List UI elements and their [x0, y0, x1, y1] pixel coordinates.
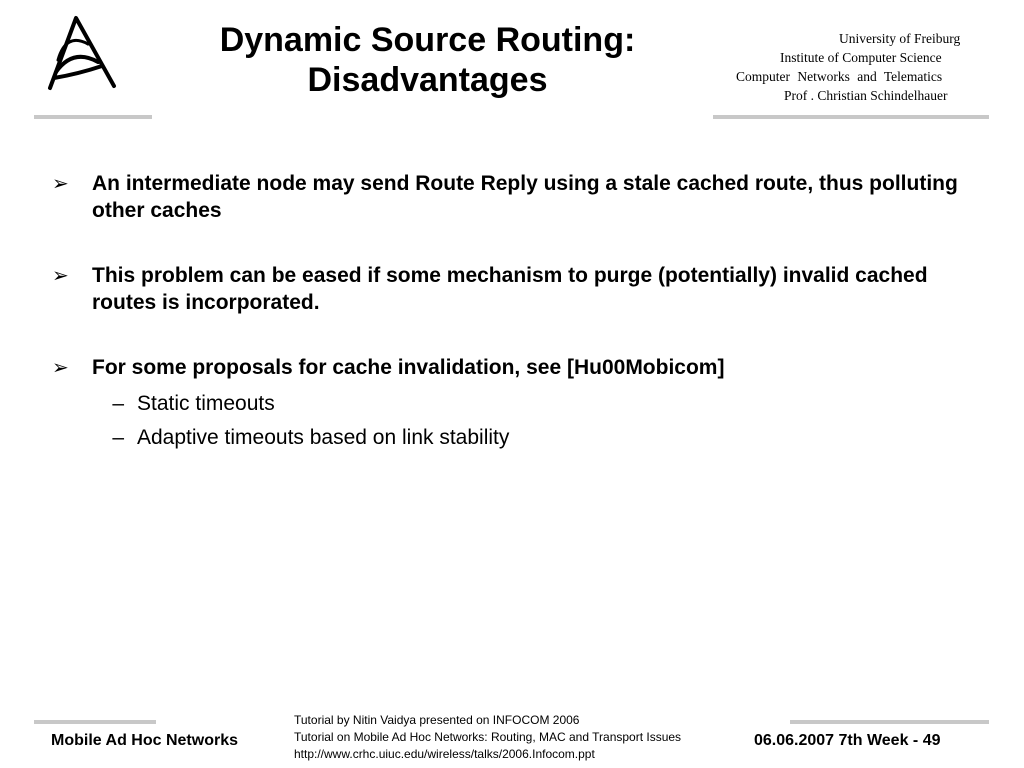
footer-date-page: 06.06.2007 7th Week - 49 — [754, 732, 941, 749]
sub-bullet-text: Static timeouts — [137, 392, 275, 415]
footer-course-title: Mobile Ad Hoc Networks — [51, 732, 238, 749]
header-rule-left — [34, 115, 152, 119]
header-rule-right — [713, 115, 989, 119]
bullet-item — [52, 354, 992, 455]
affiliation-professor: Prof . Christian Schindelhauer — [784, 88, 948, 103]
affiliation-block — [716, 29, 996, 105]
bullet-item — [52, 262, 992, 316]
arrow-bullet-icon: ➢ — [52, 173, 69, 195]
bullet-text: For some proposals for cache invalidation, see [Hu00Mobicom] — [92, 356, 725, 379]
bullet-text: An intermediate node may send Route Reply using a stale cached route, thus polluting other caches — [92, 172, 958, 222]
footer-source-url: http://www.crhc.uiuc.edu/wireless/talks/2006.Infocom.ppt — [294, 747, 595, 761]
footer-credit-line-1: Tutorial by Nitin Vaidya presented on INFOCOM 2006 — [294, 713, 580, 727]
sub-bullet-list — [92, 387, 992, 455]
bullet-item — [52, 170, 992, 224]
footer-credit-line-2: Tutorial on Mobile Ad Hoc Networks: Routing, MAC and Transport Issues — [294, 730, 682, 744]
footer-rule-left — [34, 720, 156, 724]
sub-bullet-text: Adaptive timeouts based on link stability — [137, 426, 510, 449]
affiliation-institute: Institute of Computer Science — [780, 50, 942, 65]
arrow-bullet-icon: ➢ — [52, 357, 69, 379]
arrow-bullet-icon: ➢ — [52, 265, 69, 287]
footer-rule-right — [790, 720, 989, 724]
sub-bullet-item — [92, 421, 992, 455]
footer-credits — [294, 712, 681, 763]
slide-title-line-2: Disadvantages — [307, 61, 548, 99]
dash-bullet-icon: – — [112, 392, 124, 415]
slide-title — [150, 20, 705, 100]
freiburg-a-logo-icon — [40, 14, 124, 98]
bullet-text: This problem can be eased if some mechanism to purge (potentially) invalid cached routes is incorporated. — [92, 264, 928, 314]
affiliation-group: Computer Networks and Telematics — [736, 69, 943, 84]
dash-bullet-icon: – — [112, 426, 124, 449]
bullet-list — [52, 170, 992, 493]
slide-title-line-1: Dynamic Source Routing: — [219, 21, 636, 59]
sub-bullet-item — [92, 387, 992, 421]
affiliation-university: University of Freiburg — [839, 31, 961, 46]
